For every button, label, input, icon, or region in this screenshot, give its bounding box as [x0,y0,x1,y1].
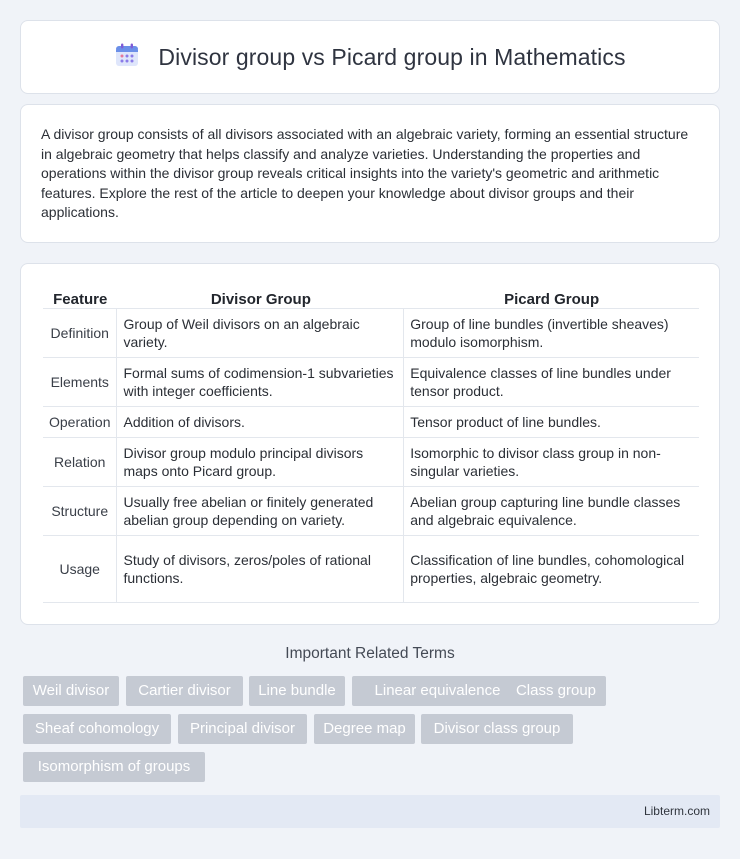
feature-cell: Definition [43,309,117,358]
tag-cartier-divisor[interactable]: Cartier divisor [126,676,243,706]
footer-site-link[interactable]: Libterm.com [643,804,710,818]
table-row [43,358,699,407]
comparison-card [20,263,720,625]
column-header-divisor-group: Divisor Group [117,286,404,309]
table-row [43,309,699,358]
tag-divisor-class-group[interactable]: Divisor class group [421,714,573,744]
table-row [43,487,699,536]
tag-isomorphism-of-groups[interactable]: Isomorphism of groups [23,752,205,782]
picard-group-cell: Group of line bundles (invertible sheaves) modulo isomorphism. [404,309,699,358]
divisor-group-cell: Addition of divisors. [117,407,404,438]
feature-cell: Elements [43,358,117,407]
feature-cell: Usage [43,536,117,603]
tag-degree-map[interactable]: Degree map [314,714,415,744]
footer [20,795,720,828]
tag-sheaf-cohomology[interactable]: Sheaf cohomology [23,714,171,744]
divisor-group-cell: Divisor group modulo principal divisors maps onto Picard group. [117,438,404,487]
column-header-feature: Feature [43,286,117,309]
feature-cell: Structure [43,487,117,536]
feature-cell: Relation [43,438,117,487]
column-header-picard-group: Picard Group [404,286,699,309]
divisor-group-cell: Usually free abelian or finitely generated abelian group depending on variety. [117,487,404,536]
divisor-group-cell: Study of divisors, zeros/poles of rational functions. [117,536,404,603]
header [114,42,625,73]
table-header-row [43,286,699,309]
comparison-table [43,286,699,603]
table-row [43,407,699,438]
tag-line-bundle[interactable]: Line bundle [249,676,345,706]
tag-weil-divisor[interactable]: Weil divisor [23,676,119,706]
intro-card [20,104,720,243]
tag-class-group[interactable]: Class group [506,676,606,706]
related-terms-title: Important Related Terms [285,645,455,662]
picard-group-cell: Equivalence classes of line bundles under tensor product. [404,358,699,407]
feature-cell: Operation [43,407,117,438]
page-title: Divisor group vs Picard group in Mathematics [158,43,626,70]
divisor-group-cell: Group of Weil divisors on an algebraic variety. [117,309,404,358]
table-row [43,536,699,603]
header-card [20,20,720,94]
intro-paragraph: A divisor group consists of all divisors associated with an algebraic variety, forming an essential structure in algebraic geometry that helps classify and analyze varieties. Understanding the properties and operations within the divisor group reveals critical insights into the variety's geometric and arithmetic features. Explore the rest of the article to deepen your knowledge about divisor groups and their applications. [41,126,689,220]
picard-group-cell: Tensor product of line bundles. [404,407,699,438]
picard-group-cell: Abelian group capturing line bundle classes and algebraic equivalence. [404,487,699,536]
picard-group-cell: Isomorphic to divisor class group in non-singular varieties. [404,438,699,487]
table-row [43,438,699,487]
picard-group-cell: Classification of line bundles, cohomological properties, algebraic geometry. [404,536,699,603]
tag-linear-equivalence[interactable]: Linear equivalence [352,676,523,706]
tag-principal-divisor[interactable]: Principal divisor [178,714,307,744]
divisor-group-cell: Formal sums of codimension-1 subvarieties with integer coefficients. [117,358,404,407]
calendar-icon [114,42,140,73]
